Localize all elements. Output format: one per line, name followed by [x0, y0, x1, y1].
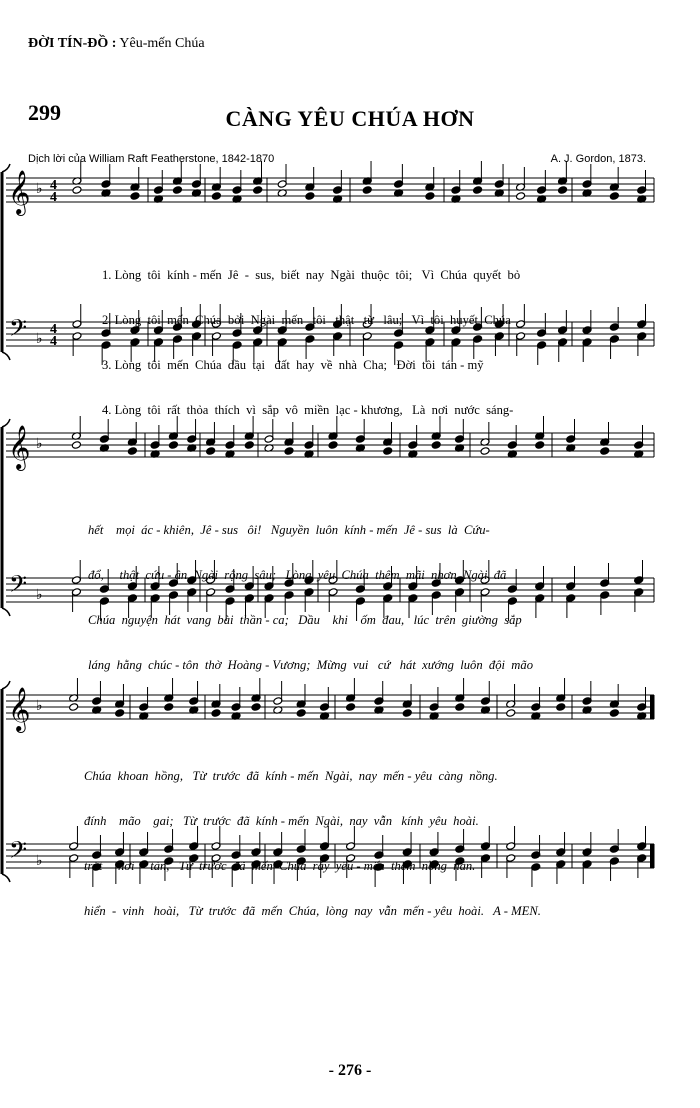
- note-head: [558, 186, 568, 195]
- note-head: [328, 441, 338, 450]
- note-head: [296, 709, 306, 718]
- note-head: [172, 186, 182, 195]
- bass-clef-icon: 𝄢: [9, 314, 28, 347]
- note-head: [516, 192, 526, 201]
- flat-icon: ♭: [36, 437, 43, 452]
- bass-clef-icon: 𝄢: [9, 570, 28, 603]
- bass-clef-icon: 𝄢: [9, 836, 28, 869]
- note-head: [253, 186, 263, 195]
- lyrics-block-1: [102, 238, 520, 433]
- flat-icon: ♭: [36, 699, 43, 714]
- note-head: [127, 447, 137, 456]
- note-head: [211, 192, 221, 201]
- final-barline: [650, 695, 654, 719]
- lyric-line: 2. Lòng tôi mến Chúa bởi Ngài mến tôi thật từ lâu; Vì tôi huyết Chúa: [102, 313, 511, 327]
- note-head: [455, 703, 465, 712]
- lyric-line: hiển - vinh hoài, Từ trước đã mến Chúa, lòng nay vẫn mến - yêu hoài. A - MEN.: [84, 904, 541, 918]
- note-head: [480, 447, 490, 456]
- composer-credit: A. J. Gordon, 1873.: [550, 153, 646, 165]
- note-head: [72, 186, 82, 195]
- note-head: [506, 709, 516, 718]
- lyric-line: hết mọi ác - khiên, Jê - sus ôi! Nguyền luôn kính - mến Jê - sus là Cứu-: [88, 523, 490, 537]
- lyric-line: láng hằng chúc - tôn thờ Hoàng - Vương; Mừng vui cứ hát xướng luôn đội mão: [88, 658, 533, 672]
- flat-icon: ♭: [36, 182, 43, 197]
- lyric-line: 3. Lòng tôi mến Chúa dầu tại đất hay về nhà Cha; Đời tôi tán - mỹ: [102, 358, 484, 372]
- flat-icon: ♭: [36, 854, 43, 869]
- note-head: [362, 186, 372, 195]
- flat-icon: ♭: [36, 588, 43, 603]
- treble-clef-icon: 𝄞: [8, 425, 31, 469]
- note-head: [69, 703, 79, 712]
- note-head: [473, 186, 483, 195]
- time-signature: 4: [50, 322, 57, 337]
- time-signature: 4: [50, 190, 57, 205]
- flat-icon: ♭: [36, 332, 43, 347]
- note-head: [130, 192, 140, 201]
- note-head: [164, 703, 174, 712]
- note-head: [600, 447, 610, 456]
- note-head: [305, 192, 315, 201]
- note-head: [206, 447, 216, 456]
- note-head: [115, 709, 125, 718]
- lyric-line: Chúa nguyện hát vang bài thần - ca; Dầu khi ốm đau, lúc trên giường sắp: [88, 613, 522, 627]
- lyric-line: 1. Lòng tôi kính - mến Jê - sus, biết nay Ngài thuộc tôi; Vì Chúa quyết bỏ: [102, 268, 521, 282]
- note-head: [71, 441, 81, 450]
- lyric-line: trút hơi tàn, Từ trước đã mến Chúa rày yêu - mến thêm nồng nàn.: [84, 859, 476, 873]
- note-head: [425, 192, 435, 201]
- lyrics-block-3: [84, 739, 541, 934]
- note-head: [535, 441, 545, 450]
- lyric-line: đổ, thật cứu - ân Ngài rộng sâu; Lòng yêu Chúa thêm mãi nhơn Ngài đã: [88, 568, 507, 582]
- note-head: [609, 192, 619, 201]
- note-head: [251, 703, 261, 712]
- time-signature: 4: [50, 178, 57, 193]
- page-number: - 276 -: [328, 1062, 372, 1079]
- lyric-line: 4. Lòng tôi rất thỏa thích vì sắp vô miền lạc - khương, Là nơi nước sáng-: [102, 403, 514, 417]
- treble-clef-icon: 𝄞: [8, 170, 31, 214]
- hymn-title: CÀNG YÊU CHÚA HƠN: [225, 106, 475, 131]
- section-label: ĐỜI TÍN-ĐỒ :: [28, 36, 117, 51]
- note-head: [556, 703, 566, 712]
- note-head: [168, 441, 178, 450]
- note-head: [431, 441, 441, 450]
- treble-clef-icon: 𝄞: [8, 687, 31, 731]
- note-head: [211, 709, 221, 718]
- section-value: Yêu-mến Chúa: [119, 36, 205, 51]
- lyric-line: Chúa khoan hồng, Từ trước đã kính - mến Ngài, nay mến - yêu càng nồng.: [84, 769, 498, 783]
- note-head: [383, 447, 393, 456]
- lyrics-block-2: [88, 493, 533, 688]
- time-signature: 4: [50, 334, 57, 349]
- lyric-line: đính mão gai; Từ trước đã kính - mến Ngài, nay vẫn kính yêu hoài.: [84, 814, 479, 828]
- translator-credit: Dịch lời của William Raft Featherstone, 1842-1870: [28, 153, 275, 165]
- hymn-number: 299: [28, 100, 61, 125]
- note-head: [346, 703, 356, 712]
- note-head: [402, 709, 412, 718]
- note-head: [244, 441, 254, 450]
- note-head: [609, 709, 619, 718]
- note-head: [284, 447, 294, 456]
